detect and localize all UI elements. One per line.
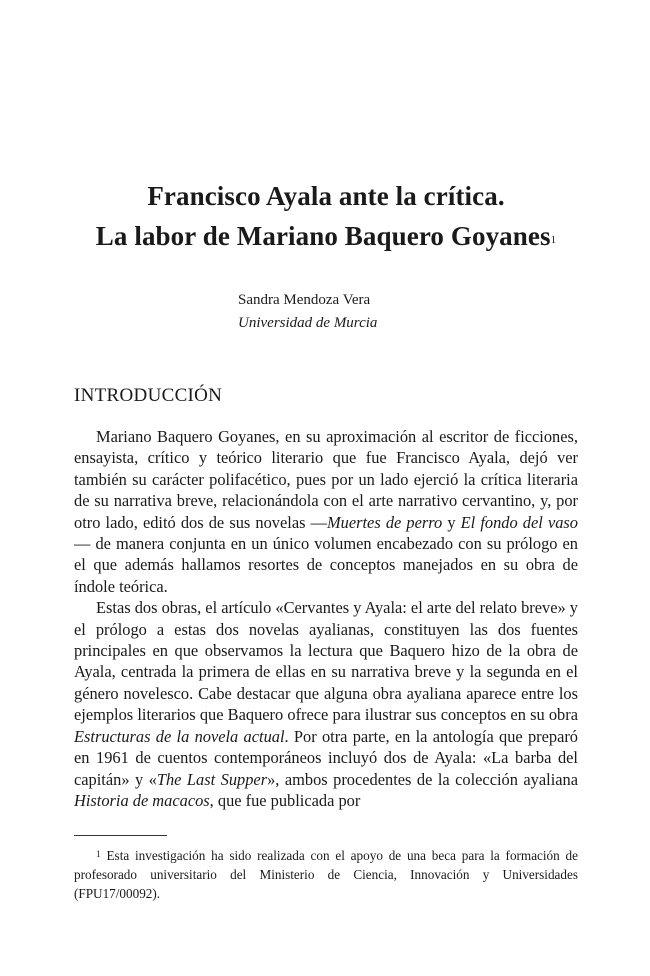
title-line-2: La labor de Mariano Baquero Goyanes bbox=[95, 221, 551, 251]
paragraph-2-text-4: , que fue publicada por bbox=[209, 790, 361, 810]
footnote-text: Esta investigación ha sido realizada con el apoyo de una beca para la formación de profesorado universitario del Ministerio de Ciencia, Innovación y Universidades (FPU17/00092). bbox=[74, 848, 578, 901]
body-text bbox=[74, 426, 578, 811]
footnote-divider bbox=[74, 835, 167, 836]
author-block bbox=[238, 289, 377, 335]
title-footnote-marker[interactable]: 1 bbox=[550, 234, 557, 246]
paragraph-2-text-2: . Por otra parte, en la antología que preparó en 1961 de cuentos contemporáneos incluyó dos de Ayala: «La barba del capitán» y « bbox=[74, 726, 579, 789]
footnote-marker: 1 bbox=[96, 849, 101, 859]
paragraph-1-text-3: — de manera conjunta en un único volumen encabezado con su prólogo en el que además hallamos resortes de conceptos manejados en su obra de índole teórica. bbox=[74, 534, 578, 596]
paragraph-2 bbox=[74, 597, 578, 811]
paragraph-2-italic-1: Estructuras de la novela actual bbox=[74, 726, 285, 746]
paragraph-1-text-2: y bbox=[442, 512, 461, 532]
footnote-1 bbox=[74, 846, 578, 903]
paragraph-1-italic-1: Muertes de perro bbox=[326, 512, 443, 532]
paragraph-2-text-1: Estas dos obras, el artículo «Cervantes y Ayala: el arte del relato breve» y el prólogo a estas dos novelas ayalianas, constituyen las dos fuentes principales en que observamos la lectura que Baquero hizo de la obra de Ayala, centrada la primera de ellas en su narrativa breve y la segunda en el género novelesco. Cabe destacar que alguna obra ayaliana aparece entre los ejemplos literarios que Baquero ofrece para ilustrar sus conceptos en su obra bbox=[74, 598, 578, 725]
author-affiliation: Universidad de Murcia bbox=[238, 315, 378, 331]
paragraph-1-italic-2: El fondo del vaso bbox=[460, 512, 578, 532]
paragraph-1-text-1: Mariano Baquero Goyanes, en su aproximación al escritor de ficciones, ensayista, crítico y teórico literario que fue Francisco Ayala, dejó ver también su carácter polifacético, pues por un lado ejerció la crítica literaria de su narrativa breve, relacionándola con el arte narrativo cervantino, y, por otro lado, editó dos de sus novelas — bbox=[74, 427, 578, 532]
section-heading: INTRODUCCIÓN bbox=[74, 385, 223, 406]
author-name: Sandra Mendoza Vera bbox=[238, 292, 371, 308]
title-line-1: Francisco Ayala ante la crítica. bbox=[147, 181, 505, 211]
paragraph-2-italic-2: The Last Supper bbox=[156, 769, 268, 789]
paragraph-2-italic-3: Historia de macacos bbox=[74, 790, 210, 810]
paragraph-2-text-3: », ambos procedentes de la colección ayaliana bbox=[267, 769, 578, 789]
page bbox=[74, 0, 578, 976]
article-title bbox=[64, 176, 588, 256]
paragraph-1 bbox=[74, 426, 578, 597]
